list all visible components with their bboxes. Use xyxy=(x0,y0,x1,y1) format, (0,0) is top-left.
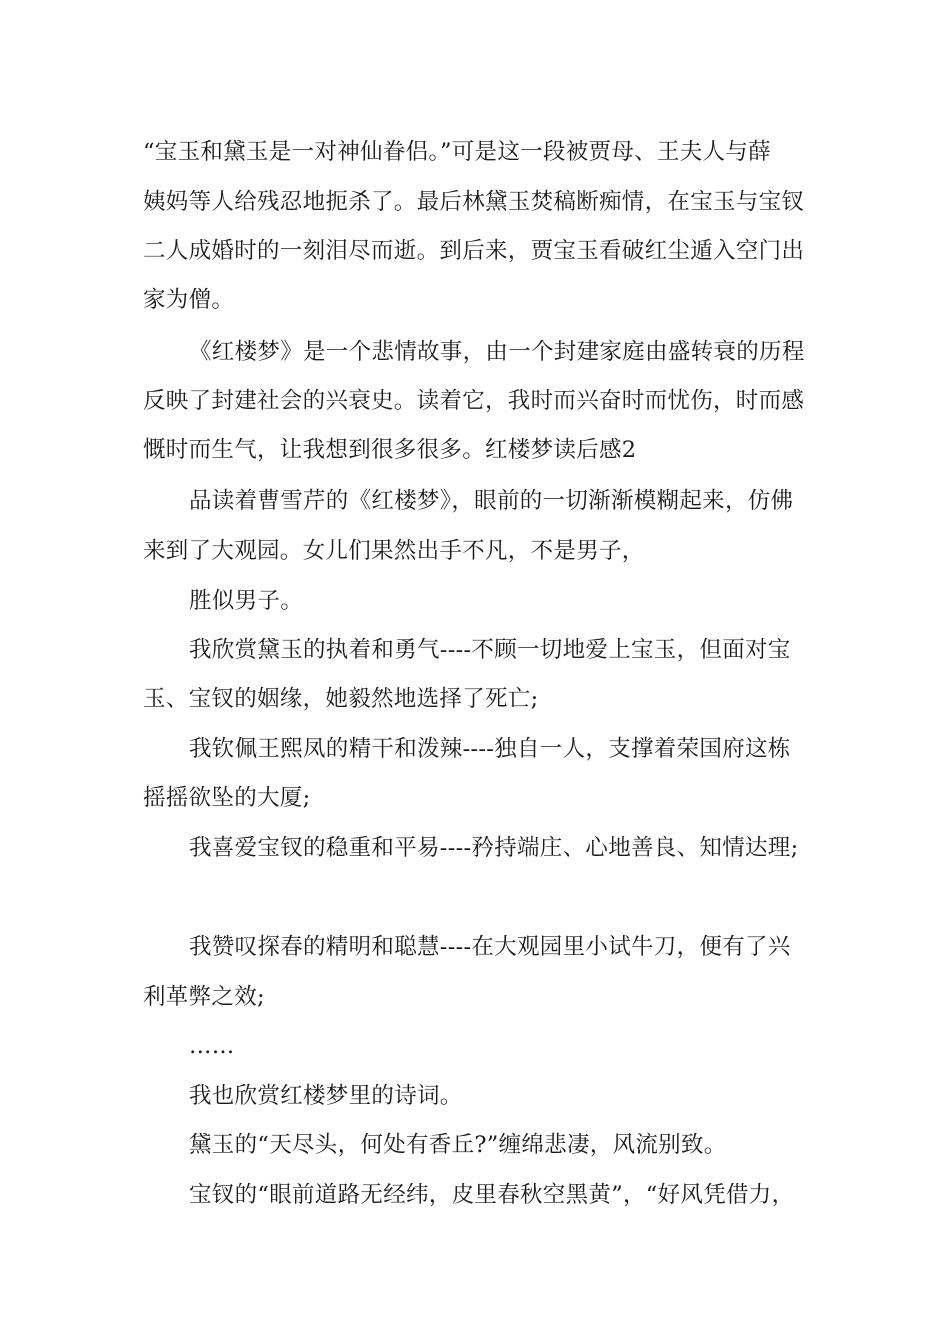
text-line-3: 二人成婚时的一刻泪尽而逝。到后来，贾宝玉看破红尘遁入空门出 xyxy=(143,238,805,264)
text-line-19: 我也欣赏红楼梦里的诗词。 xyxy=(189,1083,463,1109)
text-line-8: 品读着曹雪芹的《红楼梦》，眼前的一切渐渐模糊起来，仿佛 xyxy=(189,488,794,514)
text-line-15: 我喜爱宝钗的稳重和平易----矜持端庄、心地善良、知情达理; xyxy=(189,835,799,861)
text-line-1: “宝玉和黛玉是一对神仙眷侣。”可是这一段被贾母、王夫人与薛 xyxy=(143,139,771,165)
text-line-9: 来到了大观园。女儿们果然出手不凡，不是男子， xyxy=(143,538,645,564)
text-line-4: 家为僧。 xyxy=(143,287,235,313)
text-line-16: 我赞叹探春的精明和聪慧----在大观园里小试牛刀，便有了兴 xyxy=(189,934,791,960)
text-line-11: 我欣赏黛玉的执着和勇气----不顾一切地爱上宝玉，但面对宝 xyxy=(189,637,791,663)
text-line-12: 玉、宝钗的姻缘，她毅然地选择了死亡; xyxy=(143,686,539,712)
text-line-13: 我钦佩王熙凤的精干和泼辣----独自一人，支撑着荣国府这栋 xyxy=(189,736,791,762)
text-line-6: 反映了封建社会的兴衰史。读着它，我时而兴奋时而忧伤，时而感 xyxy=(143,388,805,414)
text-line-17: 利革弊之效; xyxy=(143,984,265,1010)
text-line-7: 慨时而生气，让我想到很多很多。红楼梦读后感2 xyxy=(143,437,637,463)
text-line-2: 姨妈等人给残忍地扼杀了。最后林黛玉焚稿断痴情，在宝玉与宝钗 xyxy=(143,189,805,215)
text-line-21: 宝钗的“眼前道路无经纬，皮里春秋空黑黄”，“好风凭借力， xyxy=(189,1182,795,1208)
text-line-20: 黛玉的“天尽头，何处有香丘?”缠绵悲凄，风流别致。 xyxy=(189,1132,727,1158)
text-line-5: 《红楼梦》是一个悲情故事，由一个封建家庭由盛转衰的历程 xyxy=(189,339,805,365)
text-line-14: 摇摇欲坠的大厦; xyxy=(143,785,311,811)
ellipsis-line: …… xyxy=(189,1033,235,1059)
text-line-10: 胜似男子。 xyxy=(189,588,304,614)
